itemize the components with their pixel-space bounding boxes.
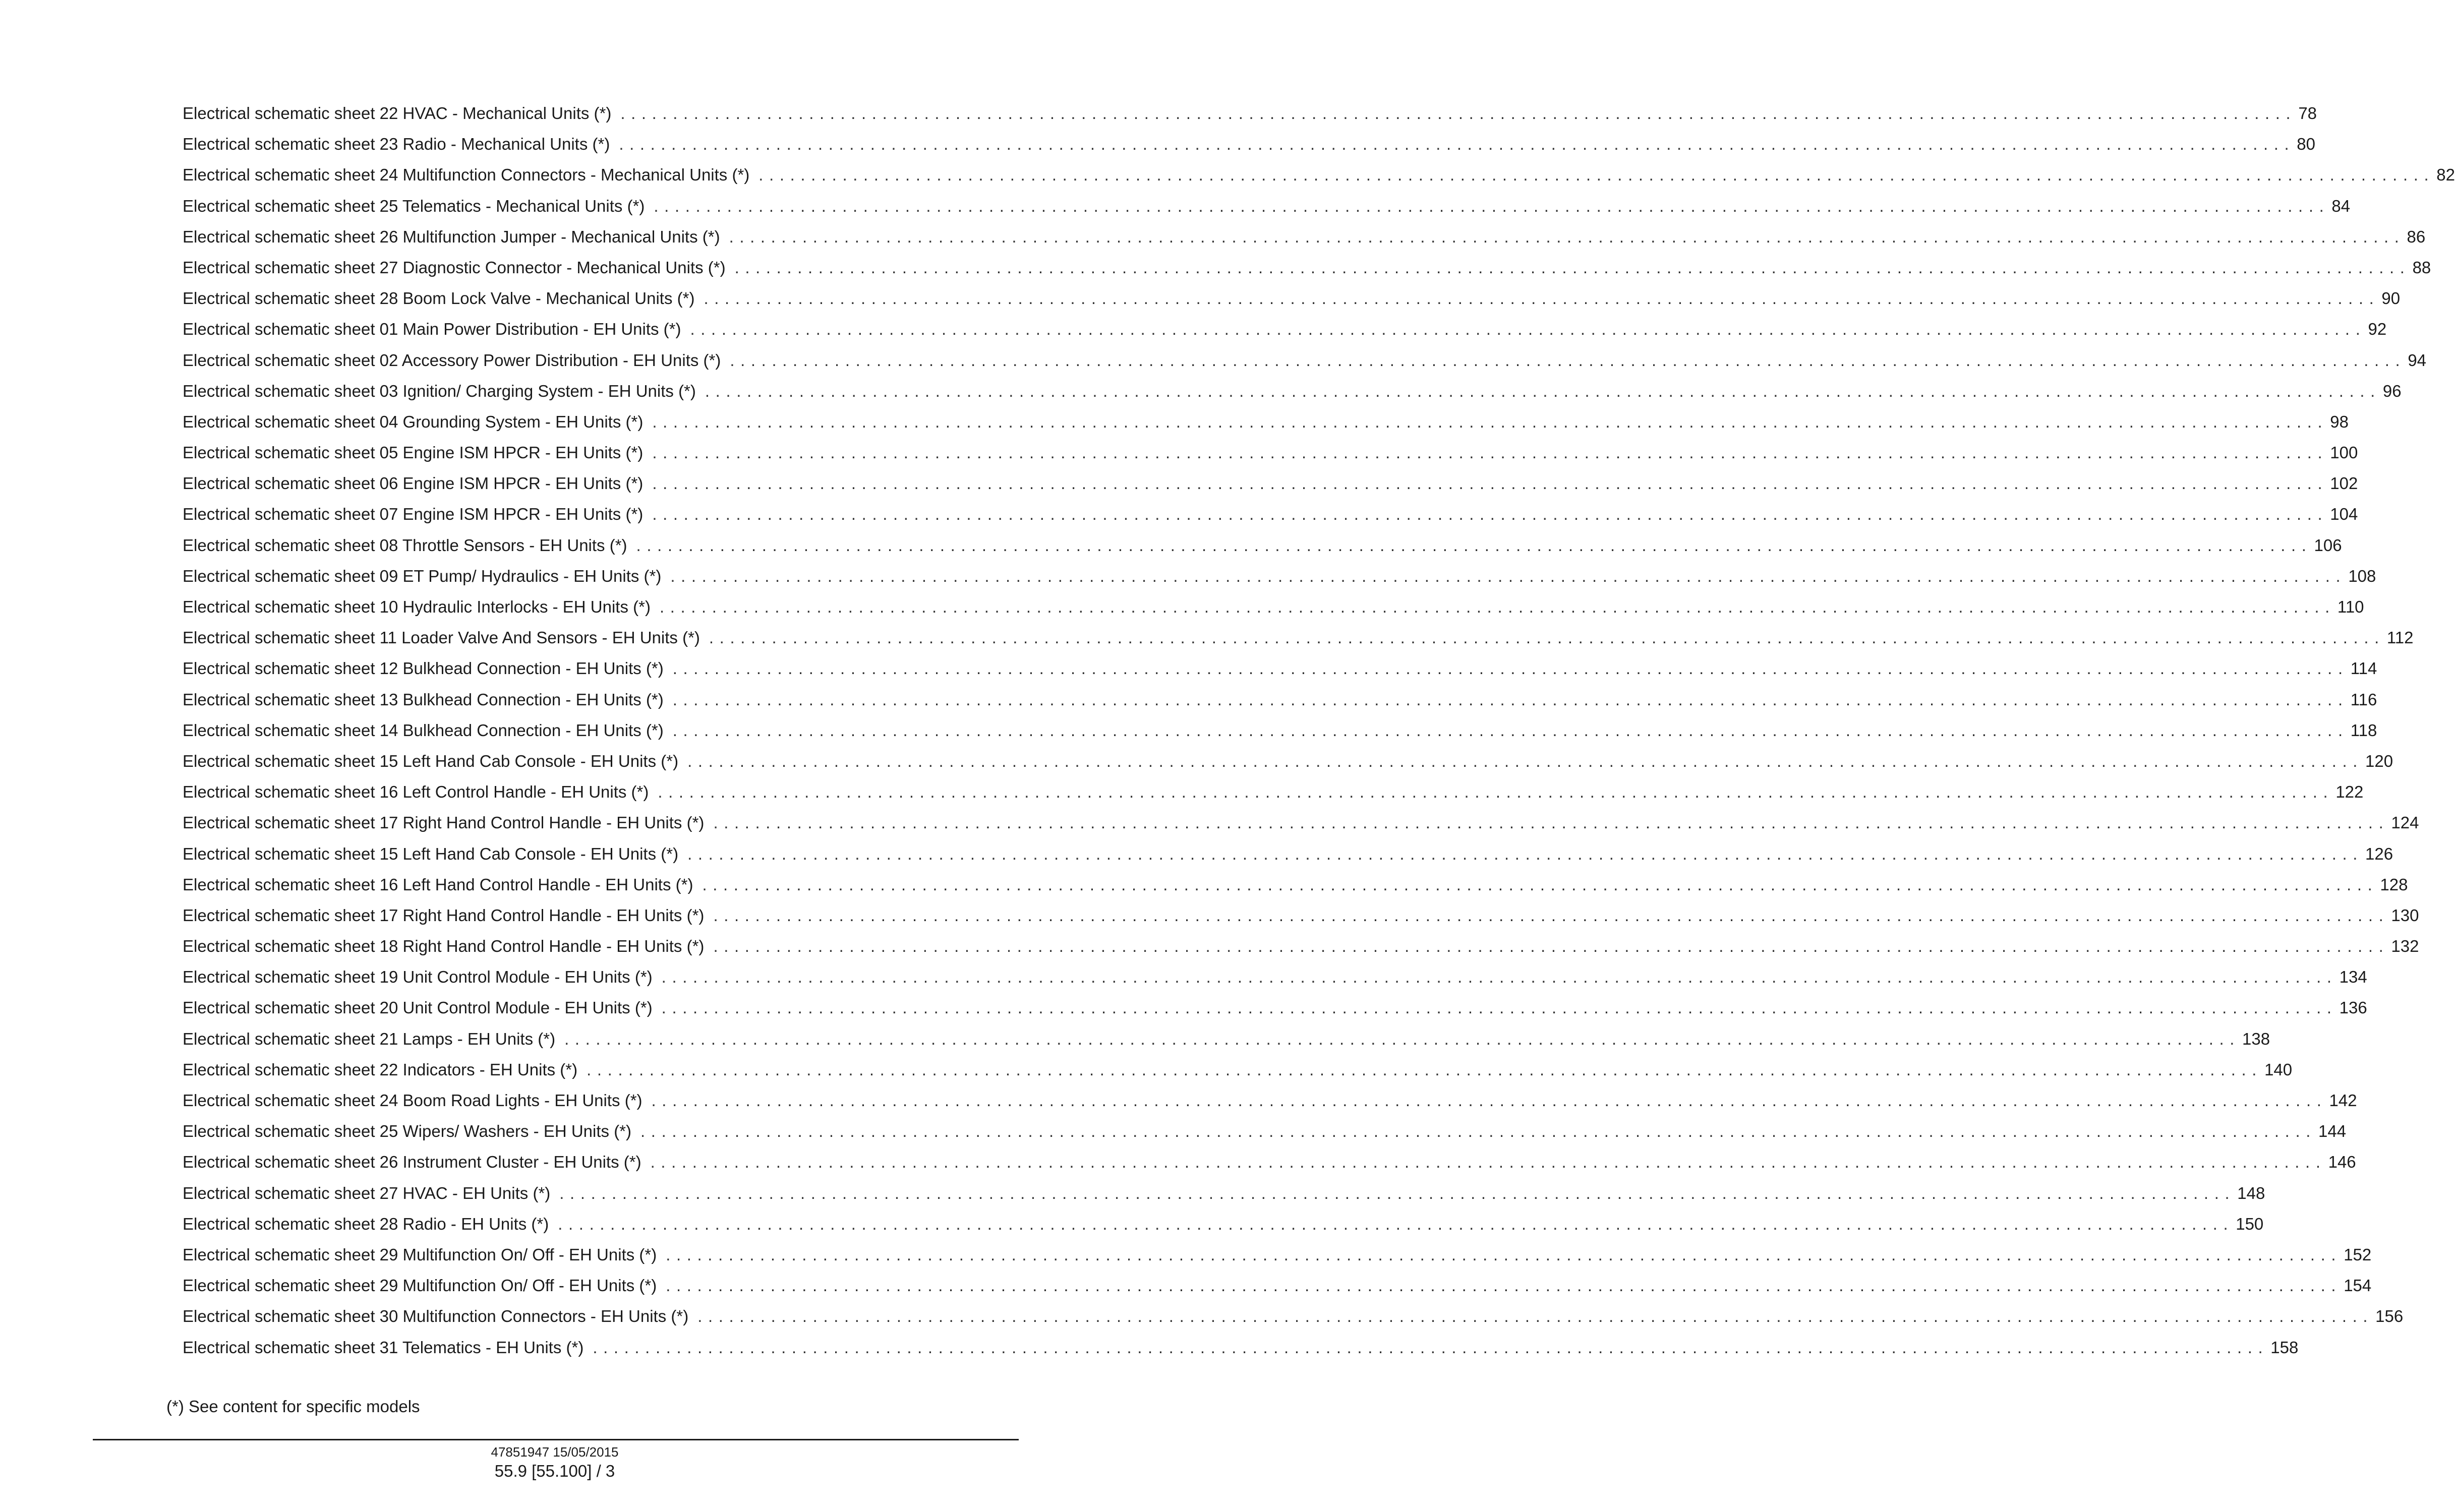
toc-dot-leader: ................................................................................................................................................................: [652, 474, 2328, 493]
toc-entry-page[interactable]: 134: [2339, 967, 2367, 987]
toc-entry[interactable]: [183, 1208, 2264, 1239]
toc-entry[interactable]: [183, 1270, 2372, 1301]
document-id-date: 47851947 15/05/2015: [491, 1444, 619, 1460]
toc-dot-leader: ................................................................................................................................................................: [697, 1307, 2374, 1326]
page-reference: 55.9 [55.100] / 3: [494, 1462, 615, 1480]
toc-dot-leader: ................................................................................................................................................................: [620, 104, 2297, 123]
toc-dot-leader: ................................................................................................................................................................: [640, 1122, 2316, 1141]
toc-entry-title[interactable]: Electrical schematic sheet 10 Hydraulic Interlocks - EH Units (*): [183, 597, 651, 616]
toc-entry[interactable]: [183, 191, 2351, 221]
toc-entry[interactable]: [183, 1054, 2293, 1085]
toc-entry-title[interactable]: Electrical schematic sheet 03 Ignition/ Charging System - EH Units (*): [183, 381, 696, 400]
toc-entry[interactable]: [183, 1146, 2356, 1177]
toc-entry-title[interactable]: Electrical schematic sheet 16 Left Hand Control Handle - EH Units (*): [183, 875, 693, 894]
toc-dot-leader: ................................................................................................................................................................: [559, 1183, 2236, 1202]
table-of-contents: [183, 98, 2455, 1363]
toc-dot-leader: ................................................................................................................................................................: [636, 535, 2312, 555]
toc-entry-title[interactable]: Electrical schematic sheet 21 Lamps - EH Units (*): [183, 1029, 556, 1048]
toc-entry[interactable]: [183, 776, 2364, 807]
toc-entry-title[interactable]: Electrical schematic sheet 24 Boom Road Lights - EH Units (*): [183, 1091, 642, 1110]
toc-dot-leader: ................................................................................................................................................................: [654, 196, 2330, 215]
toc-entry[interactable]: [183, 1301, 2404, 1332]
toc-entry-title[interactable]: Electrical schematic sheet 19 Unit Control Module - EH Units (*): [183, 967, 653, 987]
toc-entry-page[interactable]: 86: [2407, 227, 2426, 246]
toc-entry-page[interactable]: 116: [2350, 690, 2377, 709]
toc-entry-title[interactable]: Electrical schematic sheet 07 Engine ISM HPCR - EH Units (*): [183, 505, 644, 524]
toc-dot-leader: ................................................................................................................................................................: [650, 1153, 2326, 1172]
toc-dot-leader: ................................................................................................................................................................: [713, 905, 2389, 925]
toc-entry-title[interactable]: Electrical schematic sheet 20 Unit Control Module - EH Units (*): [183, 998, 653, 1017]
toc-entry[interactable]: [183, 715, 2377, 746]
toc-entry-page[interactable]: 124: [2391, 813, 2419, 832]
toc-dot-leader: ................................................................................................................................................................: [672, 690, 2349, 709]
toc-dot-leader: ................................................................................................................................................................: [652, 505, 2328, 524]
toc-entry-page[interactable]: 148: [2237, 1183, 2265, 1202]
toc-entry-title[interactable]: Electrical schematic sheet 14 Bulkhead Connection - EH Units (*): [183, 720, 664, 740]
toc-entry-title[interactable]: Electrical schematic sheet 17 Right Hand Control Handle - EH Units (*): [183, 813, 705, 832]
toc-entry-page[interactable]: 154: [2344, 1276, 2372, 1295]
toc-entry-title[interactable]: Electrical schematic sheet 29 Multifunction On/ Off - EH Units (*): [183, 1276, 657, 1295]
toc-entry-page[interactable]: 126: [2365, 844, 2393, 863]
toc-entry-title[interactable]: Electrical schematic sheet 12 Bulkhead Connection - EH Units (*): [183, 659, 664, 678]
toc-entry[interactable]: [183, 406, 2349, 437]
toc-entry-page[interactable]: 90: [2381, 289, 2401, 308]
toc-dot-leader: ................................................................................................................................................................: [705, 381, 2381, 400]
toc-dot-leader: ................................................................................................................................................................: [704, 289, 2380, 308]
toc-entry-page[interactable]: 156: [2375, 1307, 2404, 1326]
toc-entry-page[interactable]: 158: [2270, 1338, 2299, 1357]
toc-entry-title[interactable]: Electrical schematic sheet 17 Right Hand Control Handle - EH Units (*): [183, 905, 705, 925]
toc-entry-title[interactable]: Electrical schematic sheet 30 Multifunction Connectors - EH Units (*): [183, 1307, 689, 1326]
toc-entry-title[interactable]: Electrical schematic sheet 01 Main Power Distribution - EH Units (*): [183, 320, 681, 339]
toc-dot-leader: ................................................................................................................................................................: [702, 875, 2378, 894]
toc-entry[interactable]: [183, 159, 2455, 190]
toc-entry-title[interactable]: Electrical schematic sheet 27 Diagnostic Connector - Mechanical Units (*): [183, 258, 726, 277]
toc-entry[interactable]: [183, 283, 2401, 314]
toc-dot-leader: ................................................................................................................................................................: [564, 1029, 2241, 1048]
toc-entry-title[interactable]: Electrical schematic sheet 31 Telematics - EH Units (*): [183, 1338, 584, 1357]
toc-entry-page[interactable]: 106: [2314, 535, 2342, 555]
toc-entry-page[interactable]: 150: [2236, 1214, 2264, 1233]
toc-entry-page[interactable]: 112: [2386, 628, 2414, 647]
toc-dot-leader: ................................................................................................................................................................: [661, 967, 2337, 987]
toc-entry[interactable]: [183, 437, 2358, 468]
toc-entry[interactable]: [183, 98, 2317, 129]
toc-entry-title[interactable]: Electrical schematic sheet 09 ET Pump/ Hydraulics - EH Units (*): [183, 566, 662, 585]
toc-entry-page[interactable]: 84: [2331, 196, 2351, 215]
toc-entry-page[interactable]: 130: [2391, 905, 2419, 925]
toc-entry-page[interactable]: 118: [2350, 720, 2377, 740]
toc-dot-leader: ................................................................................................................................................................: [687, 844, 2364, 863]
toc-entry[interactable]: [183, 129, 2316, 159]
toc-entry-title[interactable]: Electrical schematic sheet 13 Bulkhead Connection - EH Units (*): [183, 690, 664, 709]
toc-dot-leader: ................................................................................................................................................................: [709, 628, 2385, 647]
toc-entry-title[interactable]: Electrical schematic sheet 16 Left Control Handle - EH Units (*): [183, 782, 649, 802]
toc-entry-title[interactable]: Electrical schematic sheet 25 Wipers/ Washers - EH Units (*): [183, 1122, 632, 1141]
toc-entry[interactable]: [183, 499, 2358, 529]
toc-dot-leader: ................................................................................................................................................................: [687, 751, 2364, 770]
toc-entry-page[interactable]: 140: [2264, 1060, 2293, 1079]
toc-entry-page[interactable]: 136: [2339, 998, 2367, 1017]
toc-entry-title[interactable]: Electrical schematic sheet 28 Radio - EH Units (*): [183, 1214, 549, 1233]
toc-entry[interactable]: [183, 746, 2393, 776]
toc-entry-page[interactable]: 110: [2337, 597, 2364, 616]
toc-dot-leader: ................................................................................................................................................................: [690, 320, 2366, 339]
toc-dot-leader: ................................................................................................................................................................: [652, 412, 2328, 431]
toc-entry-page[interactable]: 144: [2318, 1122, 2347, 1141]
footer-divider: [93, 1439, 1019, 1440]
toc-entry[interactable]: [183, 807, 2419, 838]
footnote: (*) See content for specific models: [166, 1397, 420, 1416]
toc-dot-leader: ................................................................................................................................................................: [730, 350, 2406, 370]
toc-entry-page[interactable]: 122: [2335, 782, 2364, 802]
toc-dot-leader: ................................................................................................................................................................: [666, 1245, 2342, 1264]
toc-entry[interactable]: [183, 591, 2364, 622]
toc-dot-leader: ................................................................................................................................................................: [619, 135, 2295, 154]
toc-entry-page[interactable]: 94: [2408, 350, 2427, 370]
toc-entry[interactable]: [183, 468, 2358, 499]
toc-dot-leader: ................................................................................................................................................................: [713, 937, 2389, 956]
toc-dot-leader: ................................................................................................................................................................: [651, 1091, 2327, 1110]
toc-entry-title[interactable]: Electrical schematic sheet 23 Radio - Mechanical Units (*): [183, 135, 610, 154]
toc-entry-page[interactable]: 132: [2391, 937, 2419, 956]
toc-entry-page[interactable]: 104: [2330, 505, 2358, 524]
toc-entry[interactable]: [183, 931, 2419, 961]
toc-entry-title[interactable]: Electrical schematic sheet 25 Telematics - Mechanical Units (*): [183, 196, 645, 215]
toc-entry[interactable]: [183, 622, 2414, 653]
toc-entry-page[interactable]: 82: [2436, 165, 2455, 185]
toc-dot-leader: ................................................................................................................................................................: [672, 659, 2349, 678]
toc-entry-page[interactable]: 128: [2380, 875, 2408, 894]
toc-entry[interactable]: [183, 314, 2387, 344]
toc-entry-title[interactable]: Electrical schematic sheet 18 Right Hand Control Handle - EH Units (*): [183, 937, 705, 956]
toc-entry[interactable]: [183, 961, 2367, 992]
toc-entry-title[interactable]: Electrical schematic sheet 11 Loader Valve And Sensors - EH Units (*): [183, 628, 700, 647]
toc-dot-leader: ................................................................................................................................................................: [652, 443, 2328, 462]
toc-entry[interactable]: [183, 1116, 2347, 1146]
toc-entry-page[interactable]: 92: [2368, 320, 2387, 339]
toc-entry-page[interactable]: 108: [2348, 566, 2376, 585]
toc-entry[interactable]: [183, 1085, 2357, 1116]
toc-entry[interactable]: [183, 869, 2408, 900]
toc-entry-page[interactable]: 80: [2297, 135, 2316, 154]
toc-entry-title[interactable]: Electrical schematic sheet 05 Engine ISM HPCR - EH Units (*): [183, 443, 644, 462]
toc-entry[interactable]: [183, 992, 2367, 1023]
toc-entry-page[interactable]: 138: [2242, 1029, 2270, 1048]
toc-entry-page[interactable]: 146: [2328, 1153, 2356, 1172]
toc-entry-title[interactable]: Electrical schematic sheet 24 Multifunction Connectors - Mechanical Units (*): [183, 165, 750, 185]
toc-entry-page[interactable]: 96: [2382, 381, 2402, 400]
toc-dot-leader: ................................................................................................................................................................: [670, 566, 2347, 585]
toc-entry[interactable]: [183, 838, 2393, 869]
toc-dot-leader: ................................................................................................................................................................: [661, 998, 2337, 1017]
toc-entry-page[interactable]: 114: [2350, 659, 2377, 678]
toc-entry-title[interactable]: Electrical schematic sheet 22 Indicators - EH Units (*): [183, 1060, 578, 1079]
toc-entry-page[interactable]: 120: [2365, 751, 2393, 770]
toc-entry-title[interactable]: Electrical schematic sheet 26 Instrument Cluster - EH Units (*): [183, 1153, 641, 1172]
toc-entry-page[interactable]: 98: [2330, 412, 2349, 431]
toc-entry[interactable]: [183, 376, 2402, 406]
toc-entry-page[interactable]: 78: [2298, 104, 2317, 123]
toc-dot-leader: ................................................................................................................................................................: [659, 597, 2335, 616]
toc-dot-leader: ................................................................................................................................................................: [593, 1338, 2269, 1357]
toc-entry-title[interactable]: Electrical schematic sheet 02 Accessory Power Distribution - EH Units (*): [183, 350, 721, 370]
toc-dot-leader: ................................................................................................................................................................: [558, 1214, 2234, 1233]
toc-entry[interactable]: [183, 561, 2376, 591]
toc-entry[interactable]: [183, 530, 2342, 561]
toc-entry[interactable]: [183, 345, 2427, 376]
toc-entry[interactable]: [183, 900, 2419, 931]
toc-entry-page[interactable]: 88: [2412, 258, 2431, 277]
toc-dot-leader: ................................................................................................................................................................: [666, 1276, 2342, 1295]
toc-entry-title[interactable]: Electrical schematic sheet 26 Multifunction Jumper - Mechanical Units (*): [183, 227, 720, 246]
toc-entry-title[interactable]: Electrical schematic sheet 08 Throttle Sensors - EH Units (*): [183, 535, 627, 555]
toc-entry[interactable]: [183, 1332, 2299, 1363]
toc-entry[interactable]: [183, 684, 2377, 715]
toc-dot-leader: ................................................................................................................................................................: [729, 227, 2405, 246]
toc-entry-title[interactable]: Electrical schematic sheet 29 Multifunction On/ Off - EH Units (*): [183, 1245, 657, 1264]
toc-entry-title[interactable]: Electrical schematic sheet 15 Left Hand Cab Console - EH Units (*): [183, 844, 679, 863]
toc-entry-page[interactable]: 102: [2330, 474, 2358, 493]
toc-entry-title[interactable]: Electrical schematic sheet 04 Grounding System - EH Units (*): [183, 412, 644, 431]
toc-entry[interactable]: [183, 221, 2426, 252]
toc-dot-leader: ................................................................................................................................................................: [658, 782, 2334, 802]
toc-entry-title[interactable]: Electrical schematic sheet 06 Engine ISM HPCR - EH Units (*): [183, 474, 644, 493]
toc-dot-leader: ................................................................................................................................................................: [672, 720, 2349, 740]
toc-dot-leader: ................................................................................................................................................................: [758, 165, 2435, 185]
toc-entry-title[interactable]: Electrical schematic sheet 27 HVAC - EH Units (*): [183, 1183, 551, 1202]
toc-entry-page[interactable]: 152: [2344, 1245, 2372, 1264]
toc-entry[interactable]: [183, 252, 2431, 283]
toc-dot-leader: ................................................................................................................................................................: [734, 258, 2411, 277]
toc-entry-title[interactable]: Electrical schematic sheet 15 Left Hand Cab Console - EH Units (*): [183, 751, 679, 770]
toc-dot-leader: ................................................................................................................................................................: [713, 813, 2389, 832]
toc-entry[interactable]: [183, 653, 2377, 684]
toc-entry[interactable]: [183, 1239, 2372, 1270]
toc-entry[interactable]: [183, 1023, 2270, 1054]
toc-dot-leader: ................................................................................................................................................................: [587, 1060, 2263, 1079]
toc-entry-title[interactable]: Electrical schematic sheet 28 Boom Lock Valve - Mechanical Units (*): [183, 289, 695, 308]
toc-entry-page[interactable]: 100: [2330, 443, 2358, 462]
toc-entry[interactable]: [183, 1178, 2265, 1208]
toc-entry-title[interactable]: Electrical schematic sheet 22 HVAC - Mechanical Units (*): [183, 104, 612, 123]
toc-entry-page[interactable]: 142: [2329, 1091, 2357, 1110]
